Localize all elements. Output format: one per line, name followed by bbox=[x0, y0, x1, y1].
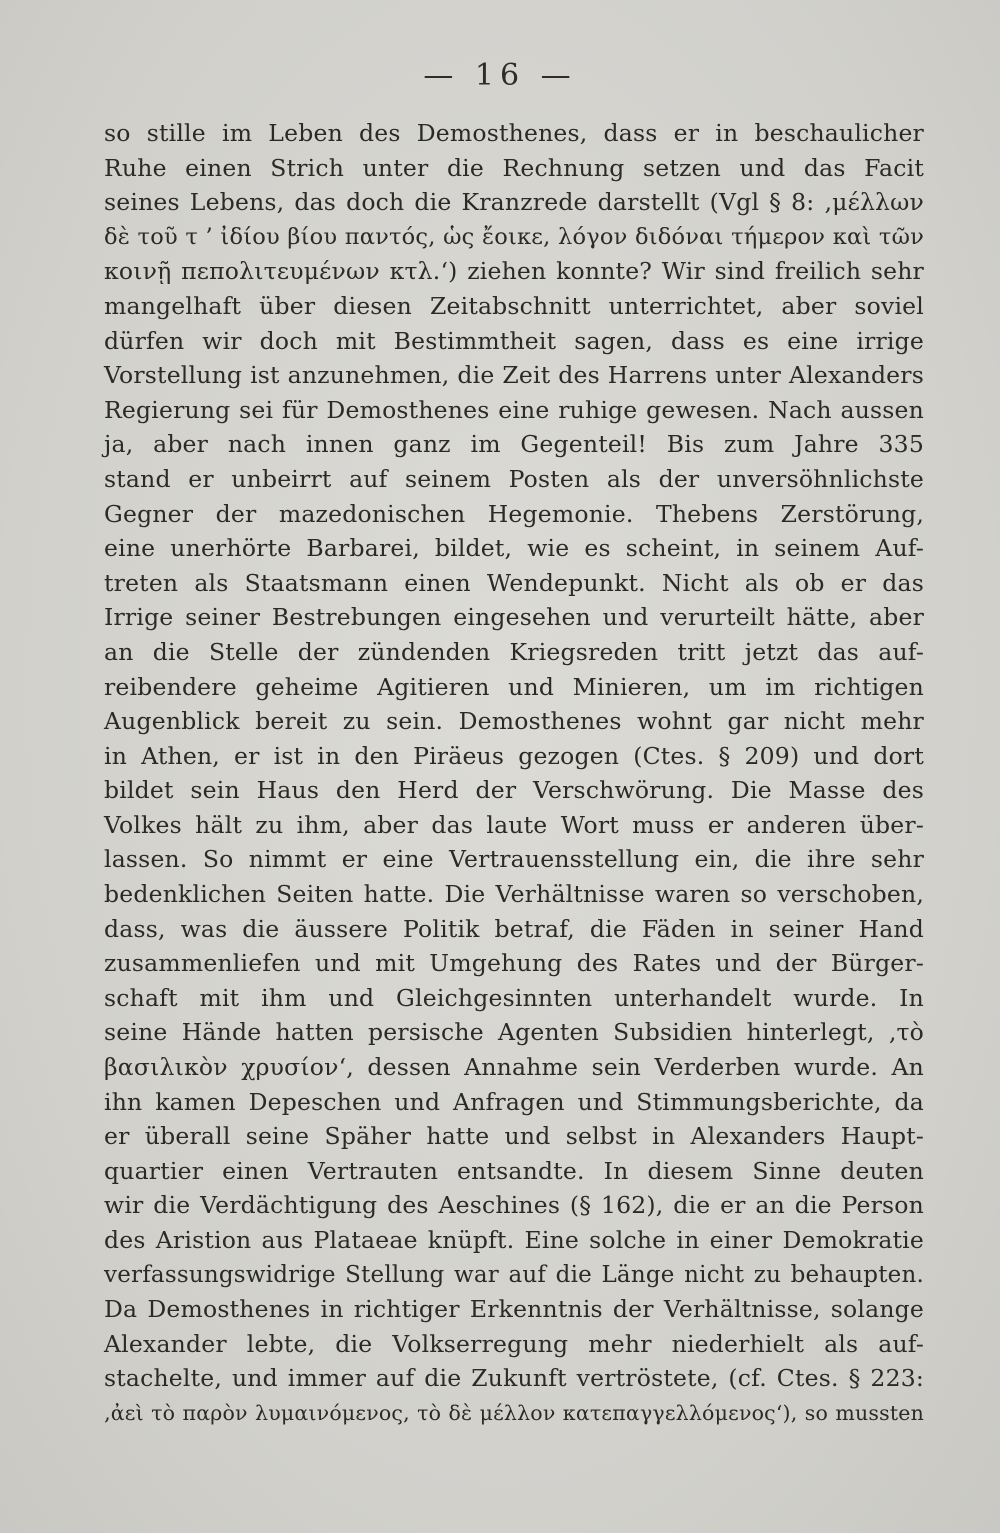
text-line: Regierung sei für Demosthenes eine ruhige gewesen. Nach aussen bbox=[104, 395, 924, 424]
text-line: Vorstellung ist anzunehmen, die Zeit des Harrens unter Alexanders bbox=[104, 361, 924, 390]
text-line: stachelte, und immer auf die Zukunft vertröstete, (cf. Ctes. § 223: bbox=[104, 1364, 924, 1393]
text-line: lassen. So nimmt er eine Vertrauensstellung ein, die ihre sehr bbox=[104, 845, 924, 874]
text-line: zusammenliefen und mit Umgehung des Rates und der Bürger- bbox=[104, 949, 924, 978]
text-line: Da Demosthenes in richtiger Erkenntnis der Verhältnisse, solange bbox=[104, 1295, 924, 1324]
text-line: schaft mit ihm und Gleichgesinnten unterhandelt wurde. In bbox=[104, 983, 924, 1012]
text-line: reibendere geheime Agitieren und Minieren, um im richtigen bbox=[104, 672, 924, 701]
text-line: Gegner der mazedonischen Hegemonie. Thebens Zerstörung, bbox=[104, 499, 924, 528]
text-line: dass, was die äussere Politik betraf, die Fäden in seiner Hand bbox=[104, 914, 924, 943]
text-line: so stille im Leben des Demosthenes, dass er in beschaulicher bbox=[104, 119, 924, 147]
text-line: verfassungswidrige Stellung war auf die Länge nicht zu behaupten. bbox=[104, 1261, 924, 1288]
text-line: Ruhe einen Strich unter die Rechnung setzen und das Facit bbox=[104, 153, 924, 182]
text-line: er überall seine Späher hatte und selbst in Alexanders Haupt- bbox=[104, 1122, 924, 1151]
text-line: κοινῇ πεπολιτευμένων κτλ.‘) ziehen konnte? Wir sind freilich sehr bbox=[104, 257, 924, 286]
text-line: quartier einen Vertrauten entsandte. In diesem Sinne deuten bbox=[104, 1156, 924, 1185]
text-line: dürfen wir doch mit Bestimmtheit sagen, dass es eine irrige bbox=[104, 326, 924, 355]
text-line: βασιλικὸν χρυσίον‘, dessen Annahme sein Verderben wurde. An bbox=[104, 1053, 924, 1082]
text-line: Alexander lebte, die Volkserregung mehr niederhielt als auf- bbox=[104, 1329, 924, 1358]
text-line: bedenklichen Seiten hatte. Die Verhältnisse waren so verschoben, bbox=[104, 880, 924, 909]
page-number: — 16 — bbox=[423, 58, 577, 93]
text-line: seines Lebens, das doch die Kranzrede darstellt (Vgl § 8: ‚μέλλων bbox=[104, 188, 924, 217]
text-line: mangelhaft über diesen Zeitabschnitt unterrichtet, aber soviel bbox=[104, 291, 924, 320]
text-line: ja, aber nach innen ganz im Gegenteil! Bis zum Jahre 335 bbox=[104, 430, 924, 459]
text-line: ‚ἀεὶ τὸ παρὸν λυμαινόμενος, τὸ δὲ μέλλον κατεπαγγελλόμενος‘), so mussten bbox=[104, 1400, 924, 1425]
text-line: wir die Verdächtigung des Aeschines (§ 162), die er an die Person bbox=[104, 1191, 924, 1220]
text-line: seine Hände hatten persische Agenten Subsidien hinterlegt, ‚τὸ bbox=[104, 1018, 924, 1047]
text-line: Augenblick bereit zu sein. Demosthenes wohnt gar nicht mehr bbox=[104, 707, 924, 736]
text-line: Irrige seiner Bestrebungen eingesehen und verurteilt hätte, aber bbox=[104, 603, 924, 632]
text-line: ihn kamen Depeschen und Anfragen und Stimmungsberichte, da bbox=[104, 1087, 924, 1116]
text-line: des Aristion aus Plataeae knüpft. Eine solche in einer Demokratie bbox=[104, 1226, 924, 1254]
text-line: bildet sein Haus den Herd der Verschwörung. Die Masse des bbox=[104, 776, 924, 805]
body-text bbox=[104, 116, 924, 1431]
text-line: an die Stelle der zündenden Kriegsreden tritt jetzt das auf- bbox=[104, 637, 924, 666]
text-line: Volkes hält zu ihm, aber das laute Wort muss er anderen über- bbox=[104, 810, 924, 839]
text-line: stand er unbeirrt auf seinem Posten als der unversöhnlichste bbox=[104, 464, 924, 493]
text-line: δὲ τοῦ τ ’ ἰδίου βίου παντός, ὡς ἔοικε, λόγον διδόναι τήμερον καὶ τῶν bbox=[104, 223, 924, 250]
text-line: eine unerhörte Barbarei, bildet, wie es scheint, in seinem Auf- bbox=[104, 534, 924, 563]
text-line: in Athen, er ist in den Piräeus gezogen (Ctes. § 209) und dort bbox=[104, 741, 924, 770]
text-line: treten als Staatsmann einen Wendepunkt. Nicht als ob er das bbox=[104, 568, 924, 597]
